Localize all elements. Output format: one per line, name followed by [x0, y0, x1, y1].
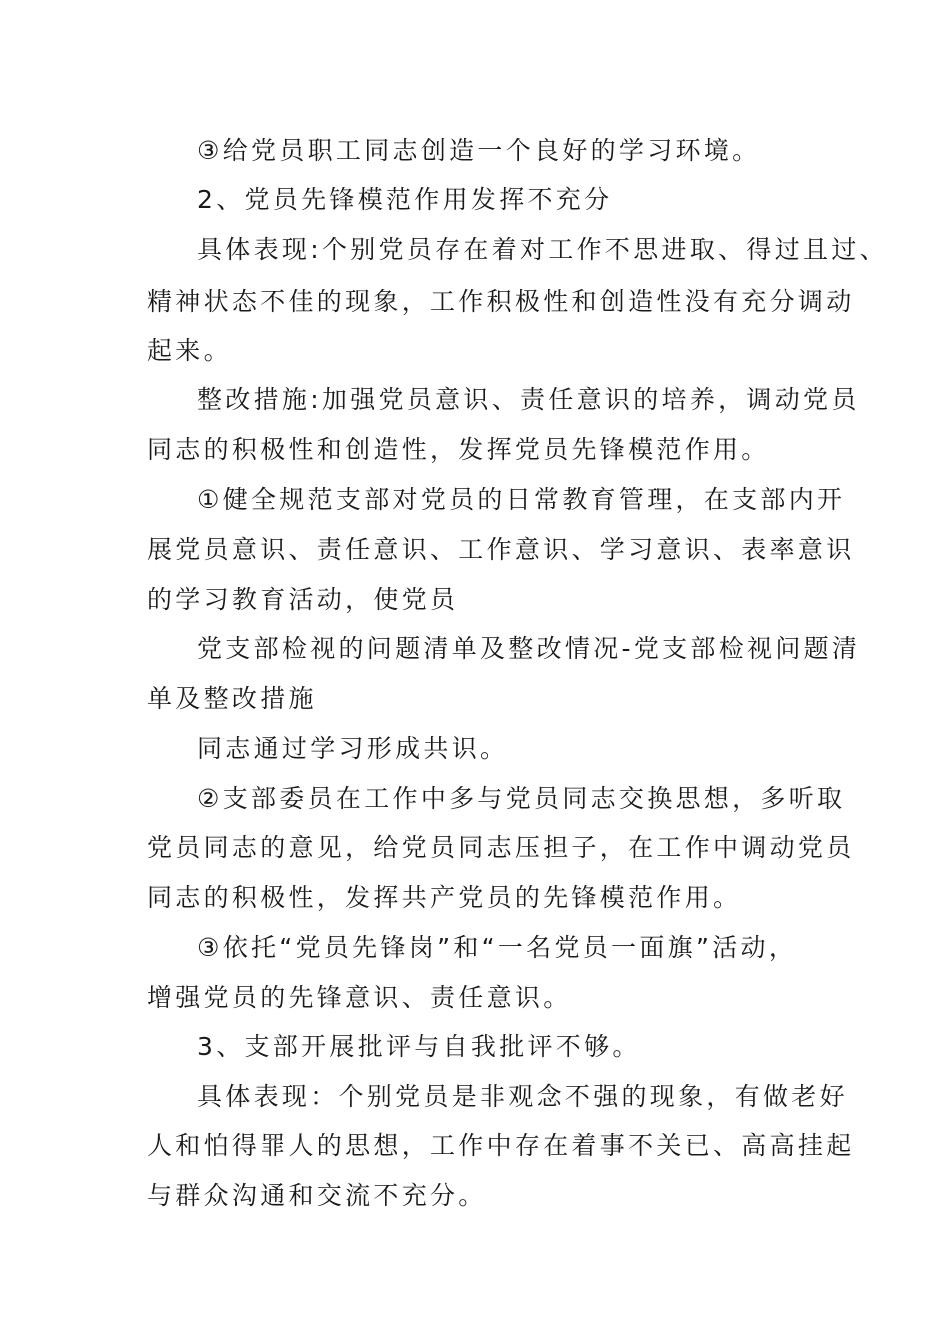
- section-heading: 3、支部开展批评与自我批评不够。: [197, 1032, 641, 1061]
- text-line: ①健全规范支部对党员的日常教育管理，在支部内开: [197, 485, 846, 514]
- section-heading: 2、党员先锋模范作用发挥不充分: [197, 185, 613, 214]
- text-line: ②支部委员在工作中多与党员同志交换思想，多听取: [197, 784, 846, 813]
- text-line: 党员同志的意见，给党员同志压担子，在工作中调动党员: [147, 833, 855, 862]
- text-line: 的学习教育活动，使党员: [147, 585, 459, 614]
- text-line: 整改措施:加强党员意识、责任意识的培养，调动党员: [197, 385, 860, 414]
- text-line: 单及整改措施: [147, 684, 317, 713]
- text-line: 具体表现:个别党员存在着对工作不思进取、得过且过、: [197, 235, 888, 264]
- text-line: 人和怕得罪人的思想，工作中存在着事不关已、高高挂起: [147, 1131, 855, 1160]
- text-line: 与群众沟通和交流不充分。: [147, 1181, 487, 1210]
- text-line: 同志通过学习形成共识。: [197, 734, 509, 763]
- text-line: ③依托“党员先锋岗”和“一名党员一面旗”活动，: [197, 933, 798, 962]
- text-line: ③给党员职工同志创造一个良好的学习环境。: [197, 136, 761, 165]
- text-line: 具体表现：个别党员是非观念不强的现象，有做老好: [197, 1082, 848, 1111]
- text-line: 党支部检视的问题清单及整改情况-党支部检视问题清: [197, 634, 861, 663]
- text-line: 展党员意识、责任意识、工作意识、学习意识、表率意识: [147, 535, 855, 564]
- text-line: 同志的积极性和创造性，发挥党员先锋模范作用。: [147, 435, 770, 464]
- text-line: 增强党员的先锋意识、责任意识。: [147, 983, 572, 1012]
- text-line: 精神状态不佳的现象，工作积极性和创造性没有充分调动: [147, 287, 855, 316]
- text-line: 起来。: [147, 336, 232, 365]
- text-line: 同志的积极性，发挥共产党员的先锋模范作用。: [147, 883, 742, 912]
